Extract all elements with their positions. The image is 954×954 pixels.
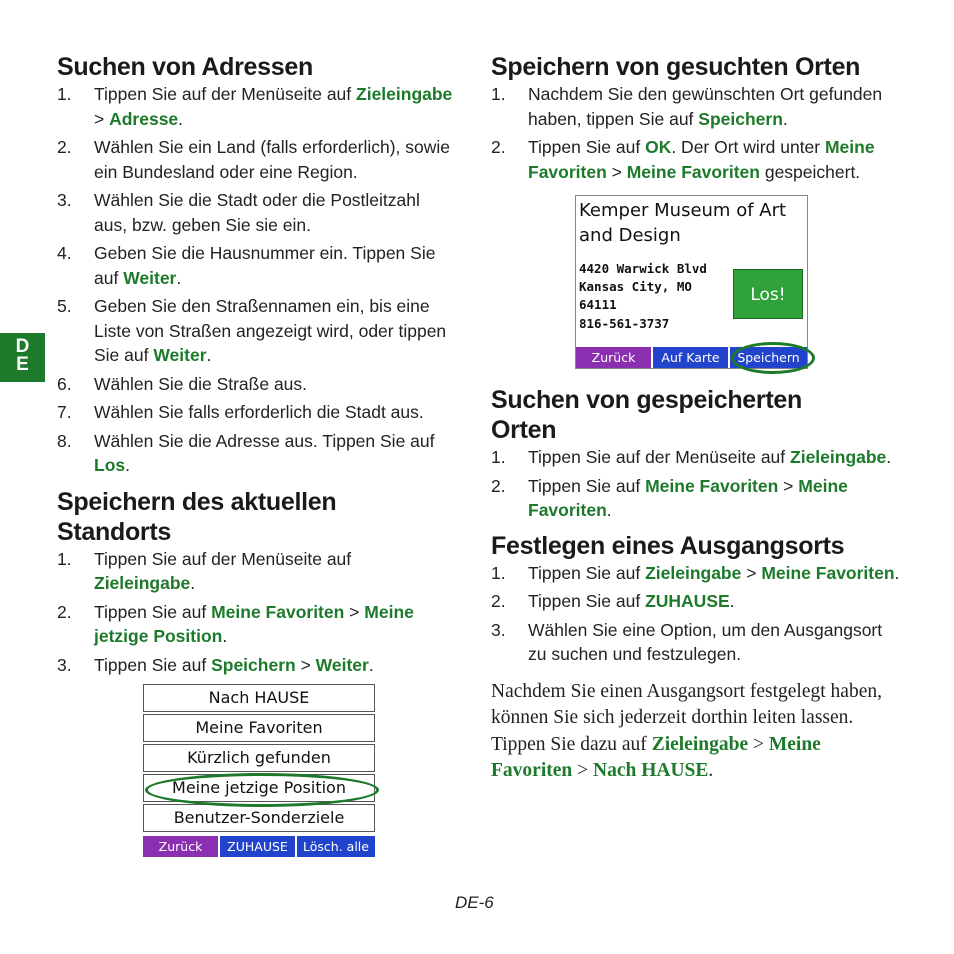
heading-suchen-gespeicherten: Suchen von gespeicherten Orten	[491, 386, 802, 444]
steps-suchen-gespeicherten	[491, 445, 901, 523]
list-item: 2. Wählen Sie ein Land (falls erforderlich), sowie ein Bundesland oder eine Region.	[57, 137, 450, 182]
list-item: 1. Tippen Sie auf Zieleingabe > Meine Favoriten.	[491, 562, 900, 583]
steps-speichern-orten	[491, 82, 901, 184]
menu-kuerzlich-gefunden[interactable]: Kürzlich gefunden	[143, 744, 375, 772]
language-tab-line1: D	[15, 336, 30, 357]
right-column	[491, 52, 901, 785]
go-button[interactable]: Los!	[733, 269, 803, 319]
steps-suchen-adressen	[57, 82, 457, 478]
list-item: 4. Geben Sie die Hausnummer ein. Tippen Sie auf Weiter.	[57, 243, 436, 288]
list-item: 1. Nachdem Sie den gewünschten Ort gefunden haben, tippen Sie auf Speichern.	[491, 84, 883, 129]
steps-speichern-standorts	[57, 547, 457, 678]
address-line: 64111	[579, 297, 617, 312]
highlight-oval	[145, 773, 379, 807]
address-line: Kansas City, MO	[579, 279, 692, 294]
list-item: 2. Tippen Sie auf OK. Der Ort wird unter Meine Favoriten > Meine Favoriten gespeichert.	[491, 137, 875, 182]
heading-speichern-standorts: Speichern des aktuellen Standorts	[57, 487, 337, 546]
heading-speichern-orten: Speichern von gesuchten Orten	[491, 53, 861, 81]
save-button[interactable]: Speichern	[730, 347, 807, 368]
left-column	[57, 52, 457, 681]
list-item: 3. Tippen Sie auf Speichern > Weiter.	[57, 654, 374, 675]
list-item: 1. Tippen Sie auf der Menüseite auf Zieleingabe > Adresse.	[57, 84, 453, 129]
show-map-button[interactable]: Auf Karte	[653, 347, 728, 368]
place-name: Kemper Museum of Art and Design	[579, 200, 787, 246]
menu-meine-favoriten[interactable]: Meine Favoriten	[143, 714, 375, 742]
list-item: 6. Wählen Sie die Straße aus.	[57, 373, 308, 394]
menu-benutzer-sonderziele[interactable]: Benutzer-Sonderziele	[143, 804, 375, 832]
back-button[interactable]: Zurück	[576, 347, 651, 368]
list-item: 5. Geben Sie den Straßennamen ein, bis eine Liste von Straßen angezeigt wird, oder tippen Sie auf Weiter.	[57, 296, 447, 365]
language-tab-line2: E	[16, 354, 29, 375]
list-item: 2. Tippen Sie auf Meine Favoriten > Meine Favoriten.	[491, 475, 848, 520]
list-item: 3. Wählen Sie eine Option, um den Ausgangsort zu suchen und festzulegen.	[491, 619, 883, 664]
clear-all-button[interactable]: Lösch. alle	[297, 836, 375, 857]
home-button[interactable]: ZUHAUSE	[220, 836, 295, 857]
address-line: 4420 Warwick Blvd	[579, 261, 707, 276]
menu-bottom-bar	[143, 836, 375, 857]
list-item: 1. Tippen Sie auf der Menüseite auf Zieleingabe.	[491, 447, 892, 467]
list-item: 2. Tippen Sie auf ZUHAUSE.	[491, 591, 735, 611]
highlight-oval	[731, 342, 815, 374]
place-screenshot	[575, 195, 808, 369]
page-number: DE-6	[455, 893, 494, 912]
menu-nach-hause[interactable]: Nach HAUSE	[143, 684, 375, 712]
language-tab	[0, 333, 45, 382]
list-item: 3. Wählen Sie die Stadt oder die Postleitzahl aus, bzw. geben Sie sie ein.	[57, 190, 420, 235]
menu-meine-jetzige-position[interactable]: Meine jetzige Position	[143, 774, 375, 802]
heading-festlegen-ausgangsorts: Festlegen eines Ausgangsorts	[491, 531, 845, 560]
heading-suchen-adressen: Suchen von Adressen	[57, 53, 313, 81]
list-item: 8. Wählen Sie die Adresse aus. Tippen Sie auf Los.	[57, 430, 435, 475]
address-line: 816-561-3737	[579, 316, 670, 331]
menu-screenshot	[143, 684, 375, 858]
list-item: 7. Wählen Sie falls erforderlich die Stadt aus.	[57, 402, 424, 422]
back-button[interactable]: Zurück	[143, 836, 218, 857]
steps-festlegen-ausgangsorts	[491, 561, 901, 667]
list-item: 2. Tippen Sie auf Meine Favoriten > Meine jetzige Position.	[57, 601, 414, 646]
list-item: 1. Tippen Sie auf der Menüseite auf Zieleingabe.	[57, 548, 352, 593]
closing-paragraph: Nachdem Sie einen Ausgangsort festgelegt haben, können Sie sich jederzeit dorthin leiten lassen. Tippen Sie dazu auf Zieleingabe > Meine Favoriten > Nach HAUSE.	[491, 680, 882, 781]
